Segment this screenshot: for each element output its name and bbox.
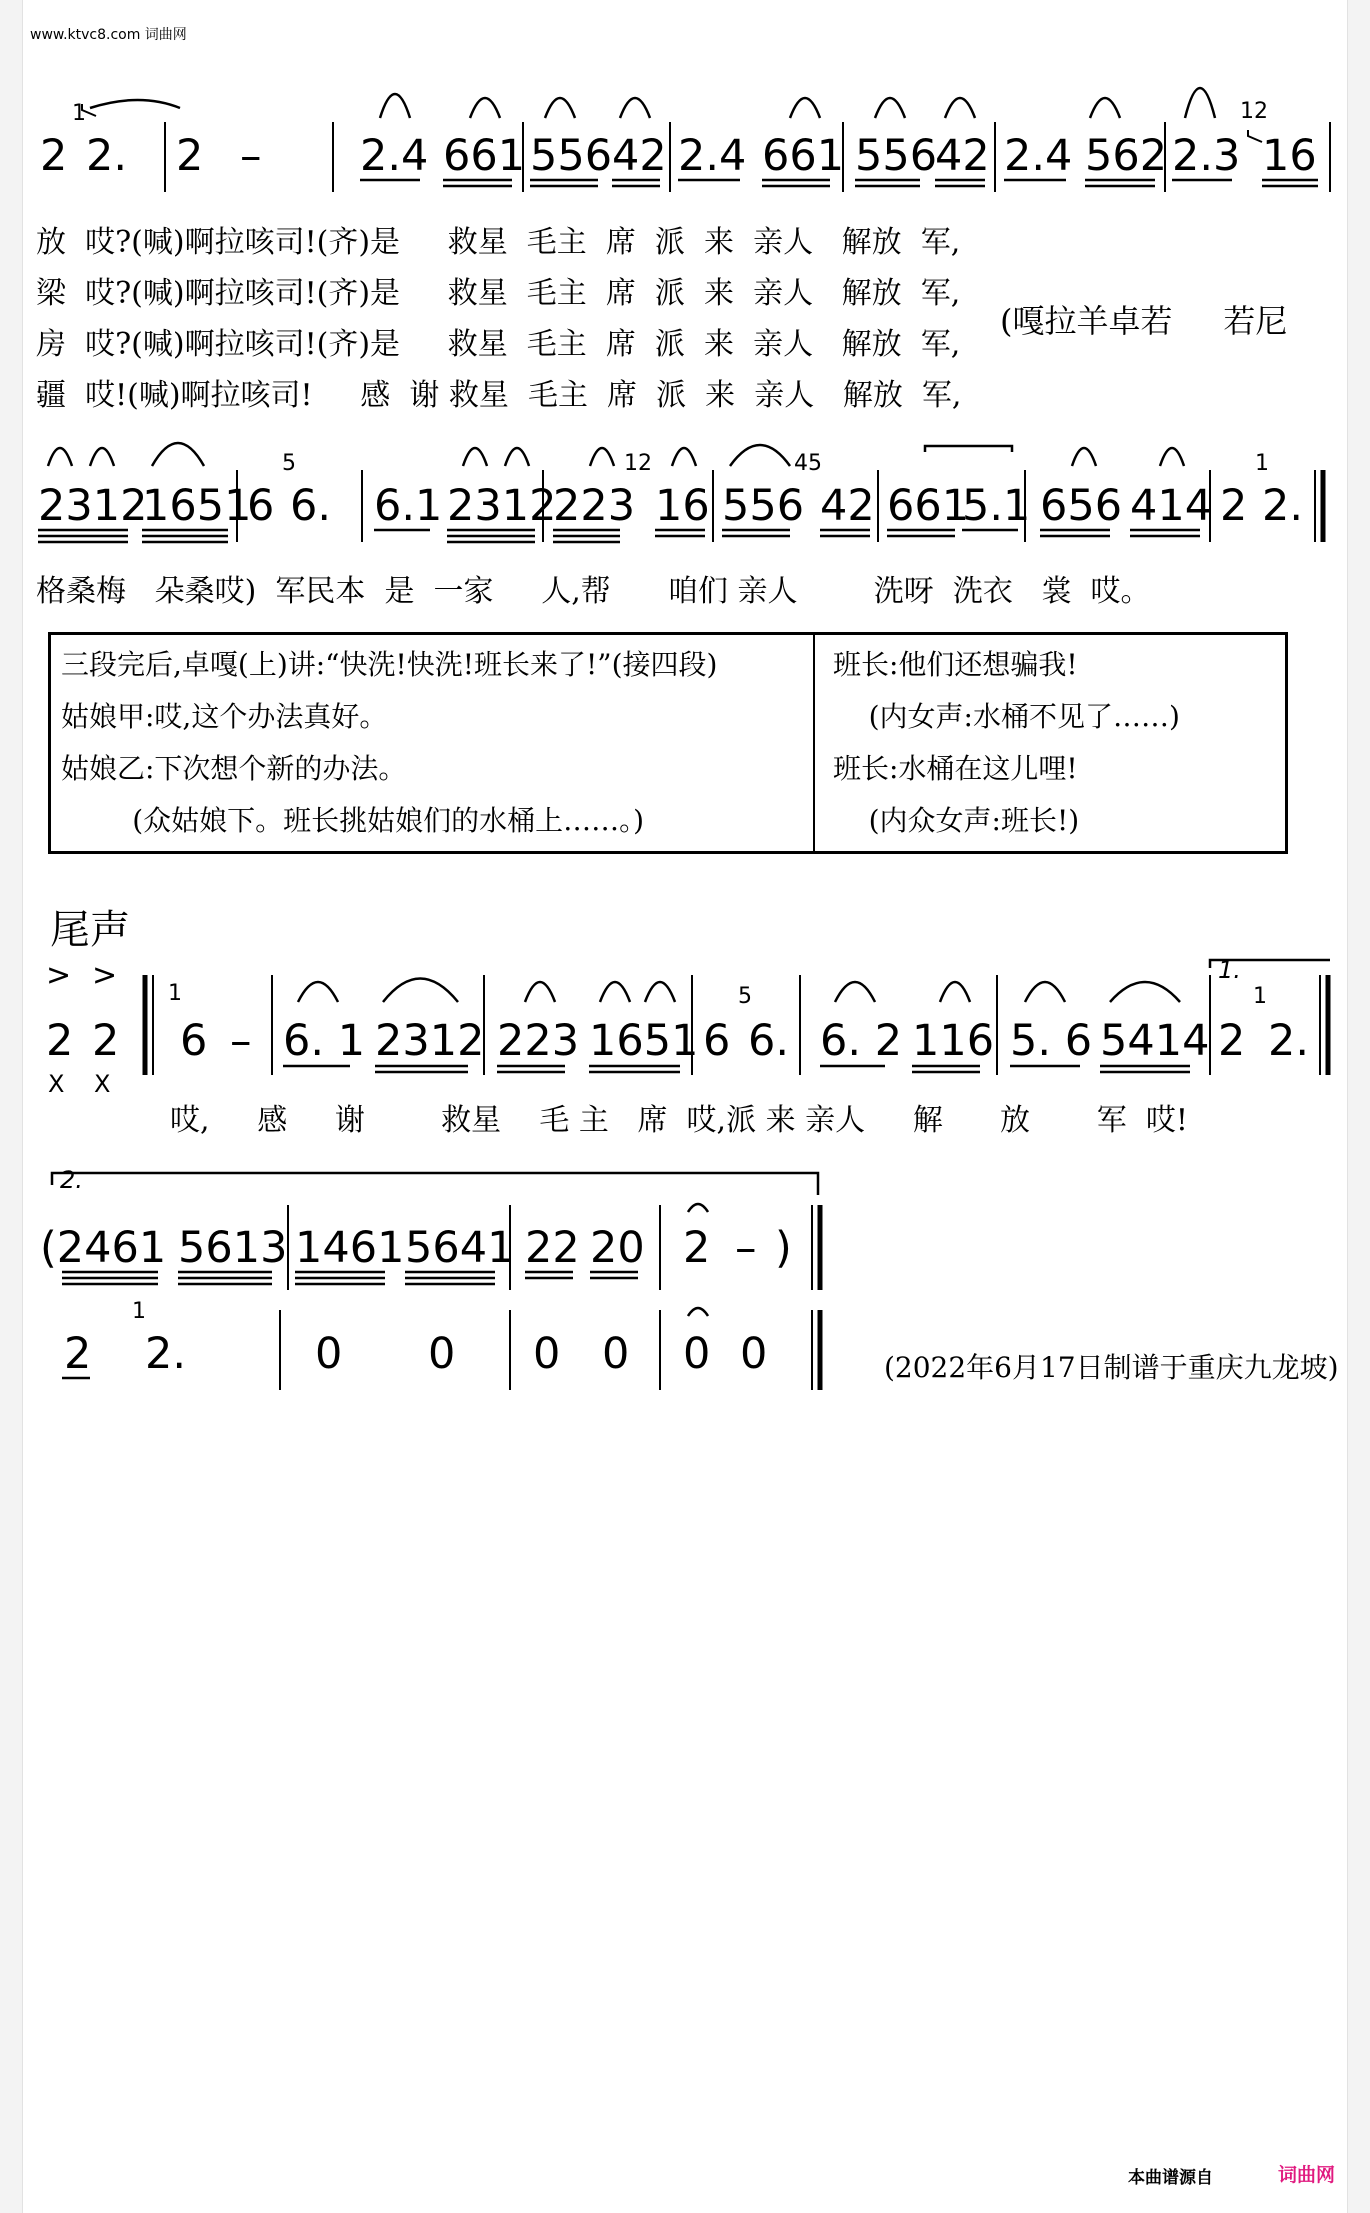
note: 5414: [1100, 1016, 1210, 1066]
source-label: 本曲谱源自: [1128, 2168, 1213, 2188]
lyric-verse-2: 梁 哎?(喊)啊拉咳司!(齐)是 救星 毛主 席 派 来 亲人 解放 军,: [36, 276, 961, 311]
dialogue-left-3: 姑娘乙:下次想个新的办法。: [61, 752, 407, 785]
note: –: [240, 131, 262, 181]
grace-note: 1: [72, 101, 86, 126]
grace-note: 1: [1255, 451, 1269, 476]
coda-title: 尾声: [50, 907, 130, 953]
note: –: [230, 1016, 252, 1066]
note: 2: [64, 1329, 92, 1379]
note: 1461: [295, 1223, 405, 1273]
note: 2: [40, 131, 68, 181]
note: 16: [1262, 131, 1317, 181]
dialogue-right-3: 班长:水桶在这儿哩!: [833, 752, 1078, 785]
lyric-verse-4: 疆 哎!(喊)啊拉咳司! 感 谢 救星 毛主 席 派 来 亲人 解放 军,: [36, 378, 962, 413]
note: 16: [655, 481, 710, 531]
score-row-2: [38, 443, 1323, 542]
note: 42: [612, 131, 667, 181]
note: 0: [602, 1329, 630, 1379]
grace-note: 45: [794, 451, 822, 476]
lyric-verse-1: 放 哎?(喊)啊拉咳司!(齐)是 救星 毛主 席 派 来 亲人 解放 军,: [36, 225, 961, 260]
note: 223: [497, 1016, 580, 1066]
note: –: [735, 1223, 757, 1273]
note: 5613: [178, 1223, 288, 1273]
note: 2: [683, 1223, 711, 1273]
note: 0: [533, 1329, 561, 1379]
note: 6: [180, 1016, 208, 1066]
note: 661: [443, 131, 526, 181]
lyric-verse-3: 房 哎?(喊)啊拉咳司!(齐)是 救星 毛主 席 派 来 亲人 解放 军,: [36, 327, 961, 362]
lyric-coda: 哎, 感 谢 救星 毛 主 席 哎,派 来 亲人 解 放 军 哎!: [170, 1103, 1188, 1138]
dialogue-left-1: 三段完后,卓嘎(上)讲:“快洗!快洗!班长来了!”(接四段): [61, 648, 718, 681]
volta-2: 2.: [60, 1166, 83, 1194]
grace-note: 5: [738, 984, 752, 1009]
note: 2312: [447, 481, 557, 531]
note: 22: [525, 1223, 580, 1273]
note: 116: [912, 1016, 995, 1066]
site-url: www.ktvc8.com 词曲网: [30, 27, 187, 43]
note: 661: [887, 481, 970, 531]
note: 1651: [142, 481, 252, 531]
grace-note: 12: [624, 451, 652, 476]
score-row-4: [40, 1166, 820, 1390]
note: 2.4: [678, 131, 747, 181]
note: 20: [590, 1223, 645, 1273]
note: 0: [315, 1329, 343, 1379]
grace-note: 1: [132, 1299, 146, 1324]
note: 2.4: [1004, 131, 1073, 181]
grace-note: 1: [168, 981, 182, 1006]
note: 2: [92, 1016, 120, 1066]
grace-note: 5: [282, 451, 296, 476]
dialogue-left-2: 姑娘甲:哎,这个办法真好。: [61, 700, 388, 733]
note: 0: [428, 1329, 456, 1379]
score-row-1: [40, 88, 1330, 192]
note: 6: [703, 1016, 731, 1066]
note: 5. 6: [1010, 1016, 1093, 1066]
dialogue-right-4: (内众女声:班长!): [833, 804, 1080, 837]
note: 6.: [748, 1016, 790, 1066]
svg-text:X: X: [94, 1070, 111, 1098]
note: 1651: [589, 1016, 699, 1066]
note: 2312: [38, 481, 148, 531]
note: 6. 2: [820, 1016, 903, 1066]
note: 2.3: [1172, 131, 1241, 181]
svg-text:X: X: [48, 1070, 65, 1098]
score-row-3: [46, 956, 1330, 1098]
note: 6.: [290, 481, 332, 531]
note: 0: [740, 1329, 768, 1379]
note: 5641: [405, 1223, 515, 1273]
note: 2.: [1262, 481, 1304, 531]
note: 0: [683, 1329, 711, 1379]
note: ): [775, 1223, 792, 1273]
dialogue-right-2: (内女声:水桶不见了……): [833, 700, 1180, 733]
dialogue-divider: [813, 635, 815, 851]
note: 42: [820, 481, 875, 531]
note: 2.: [145, 1329, 187, 1379]
note: 556: [722, 481, 805, 531]
dialogue-box: [48, 632, 1288, 854]
note: 661: [762, 131, 845, 181]
note: 6: [247, 481, 275, 531]
svg-text:>: >: [92, 958, 118, 993]
lyric-line-2: 格桑梅 朵桑哎) 军民本 是 一家 人,帮 咱们 亲人 洗呀 洗衣 裳 哎。: [36, 574, 1151, 609]
note: 2312: [375, 1016, 485, 1066]
note: 656: [1040, 481, 1123, 531]
lyric-bracket: (嘎拉羊卓若 若尼: [1000, 302, 1288, 340]
note: 2.4: [360, 131, 429, 181]
source-brand-link[interactable]: 词曲网: [1278, 2164, 1336, 2186]
note: 223: [553, 481, 636, 531]
volta-1: 1.: [1218, 956, 1241, 984]
grace-note: 1: [1253, 984, 1267, 1009]
note: 556: [530, 131, 613, 181]
note: 6. 1: [283, 1016, 366, 1066]
dialogue-left-4: (众姑娘下。班长挑姑娘们的水桶上……。): [61, 804, 645, 837]
note: 6.1: [374, 481, 443, 531]
note: 2: [1220, 481, 1248, 531]
note: 2: [1218, 1016, 1246, 1066]
note: (2461: [40, 1223, 167, 1273]
svg-text:>: >: [46, 958, 72, 993]
note: 2: [46, 1016, 74, 1066]
note: 2.: [86, 131, 128, 181]
footer-note: (2022年6月17日制谱于重庆九龙坡): [884, 1351, 1339, 1384]
note: 562: [1085, 131, 1168, 181]
note: 42: [935, 131, 990, 181]
note: 556: [855, 131, 938, 181]
note: 414: [1130, 481, 1213, 531]
grace-note: 12: [1240, 99, 1268, 124]
note: 2: [176, 131, 204, 181]
note: 5.1: [962, 481, 1031, 531]
dialogue-right-1: 班长:他们还想骗我!: [833, 648, 1078, 681]
note: 2.: [1268, 1016, 1310, 1066]
